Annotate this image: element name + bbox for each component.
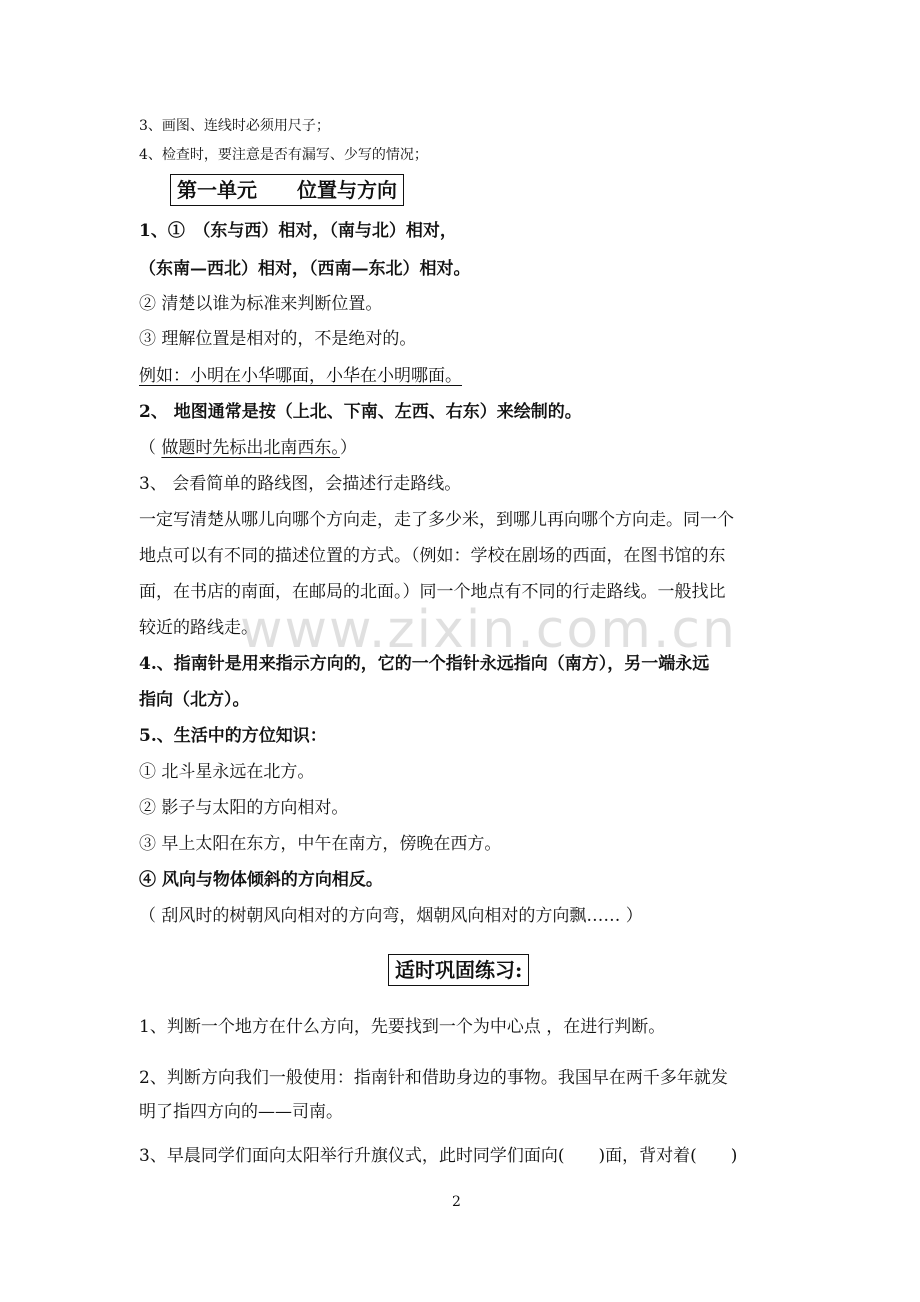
point-2-note — [139, 436, 357, 460]
point-2-note-text: 做题时先标出北南西东。 — [161, 438, 340, 458]
point-3-text-4: 较近的路线走。 — [139, 618, 258, 638]
question-2-line-2: 明了指四方向的——司南。 — [139, 1102, 343, 1122]
rule-4: 4、检查时，要注意是否有漏写、少写的情况； — [139, 147, 428, 163]
practice-title: 适时巩固练习: — [388, 954, 529, 986]
point-4-line-2: 指向（北方）。 — [139, 690, 250, 710]
point-4-line-1: 4.、指南针是用来指示方向的，它的一个指针永远指向（南方），另一端永远 — [139, 654, 710, 674]
point-1-line-d: ③ 理解位置是相对的，不是绝对的。 — [139, 329, 417, 349]
question-2-line-1: 2、判断方向我们一般使用：指南针和借助身边的事物。我国早在两千多年就发 — [139, 1068, 728, 1088]
point-3: 3、 会看简单的路线图，会描述行走路线。 — [139, 474, 462, 494]
point-5-item-1: ① 北斗星永远在北方。 — [139, 762, 315, 782]
point-3-text-1: 一定写清楚从哪儿向哪个方向走，走了多少米，到哪儿再向哪个方向走。同一个 — [139, 510, 734, 530]
point-5-note: （ 刮风时的树朝风向相对的方向弯，烟朝风向相对的方向飘…… ） — [139, 906, 643, 926]
point-1-line-a: 1、① （东与西）相对，（南与北）相对， — [139, 221, 457, 241]
point-2-note-close: ） — [339, 438, 357, 458]
point-1-line-b: （东南—西北）相对，（西南—东北）相对。 — [139, 259, 471, 279]
point-5-item-3: ③ 早上太阳在东方，中午在南方，傍晚在西方。 — [139, 834, 502, 854]
point-1-example: 例如：小明在小华哪面，小华在小明哪面。 — [139, 366, 462, 386]
watermark: www.zixin.com.cn — [240, 600, 737, 660]
point-2: 2、 地图通常是按（上北、下南、左西、右东）来绘制的。 — [139, 402, 582, 422]
point-3-text-2: 地点可以有不同的描述位置的方式。（例如：学校在剧场的西面，在图书馆的东 — [139, 546, 726, 566]
unit-title: 第一单元 位置与方向 — [170, 174, 404, 206]
point-3-text-3: 面，在书店的南面，在邮局的北面。）同一个地点有不同的行走路线。一般找比 — [139, 582, 726, 602]
point-2-note-open: （ — [139, 438, 162, 458]
page-number: 2 — [452, 1194, 461, 1210]
question-3: 3、早晨同学们面向太阳举行升旗仪式，此时同学们面向( )面，背对着( ) — [139, 1146, 738, 1166]
point-5-item-2: ② 影子与太阳的方向相对。 — [139, 798, 349, 818]
question-1: 1、判断一个地方在什么方向，先要找到一个为中心点 ，在进行判断。 — [139, 1017, 666, 1037]
point-1-line-c: ② 清楚以谁为标准来判断位置。 — [139, 294, 383, 314]
rule-3: 3、画图、连线时必须用尺子； — [139, 118, 330, 134]
point-5-item-4: ④ 风向与物体倾斜的方向相反。 — [139, 870, 383, 890]
point-5: 5.、生活中的方位知识： — [139, 726, 327, 746]
